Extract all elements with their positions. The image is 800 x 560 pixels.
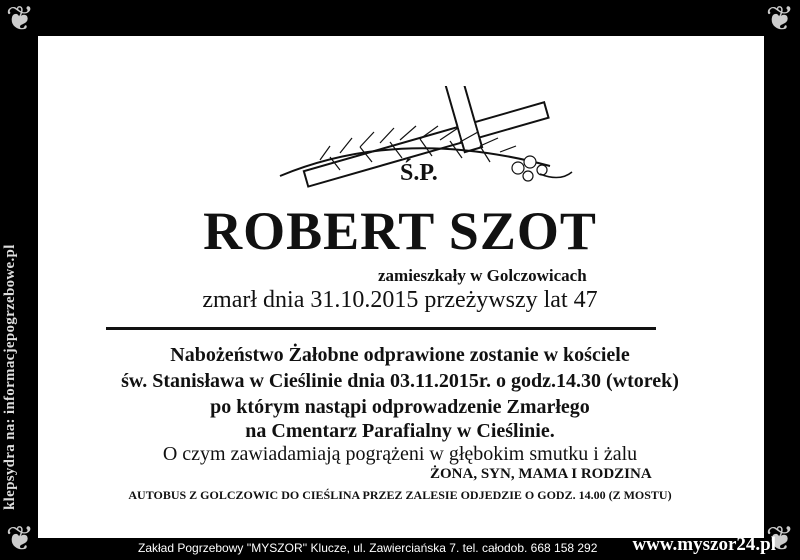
side-watermark-text: klepsydra na: informacjepogrzebowe.pl bbox=[2, 244, 18, 510]
corner-ornament-icon: ❦ bbox=[5, 521, 35, 558]
death-date-text: zmarł dnia 31.10.2015 przeżywszy lat 47 bbox=[202, 287, 598, 313]
bus-note: AUTOBUS Z GOLCZOWIC DO CIEŚLINA PRZEZ ZALESIE ODJEDZIE O GODZ. 14.00 (Z MOSTU) bbox=[128, 488, 672, 502]
family-signature: ŻONA, SYN, MAMA I RODZINA bbox=[430, 466, 652, 482]
service-line: św. Stanisława w Cieślinie dnia 03.11.2015r. o godz.14.30 (wtorek) bbox=[121, 370, 679, 392]
deceased-name: ROBERT SZOT bbox=[203, 201, 597, 261]
corner-ornament-icon: ❦ bbox=[765, 1, 795, 38]
service-line: na Cmentarz Parafialny w Cieślinie. bbox=[245, 420, 555, 442]
residence-text: zamieszkały w Golczowicach bbox=[378, 266, 587, 285]
footer-text: Zakład Pogrzebowy ''MYSZOR'' Klucze, ul. Zawierciańska 7. tel. całodob. 668 158 292 bbox=[138, 541, 598, 555]
corner-ornament-icon: ❦ bbox=[765, 521, 795, 558]
corner-ornament-icon: ❦ bbox=[5, 1, 35, 38]
website-link[interactable]: www.myszor24.pl bbox=[632, 534, 776, 555]
sp-label: Ś.P. bbox=[400, 160, 438, 186]
service-line: po którym nastąpi odprowadzenie Zmarłego bbox=[210, 396, 590, 418]
divider bbox=[106, 327, 656, 330]
mourning-line: O czym zawiadamiają pogrążeni w głębokim smutku i żalu bbox=[162, 443, 638, 465]
service-line: Nabożeństwo Żałobne odprawione zostanie w kościele bbox=[170, 344, 630, 366]
